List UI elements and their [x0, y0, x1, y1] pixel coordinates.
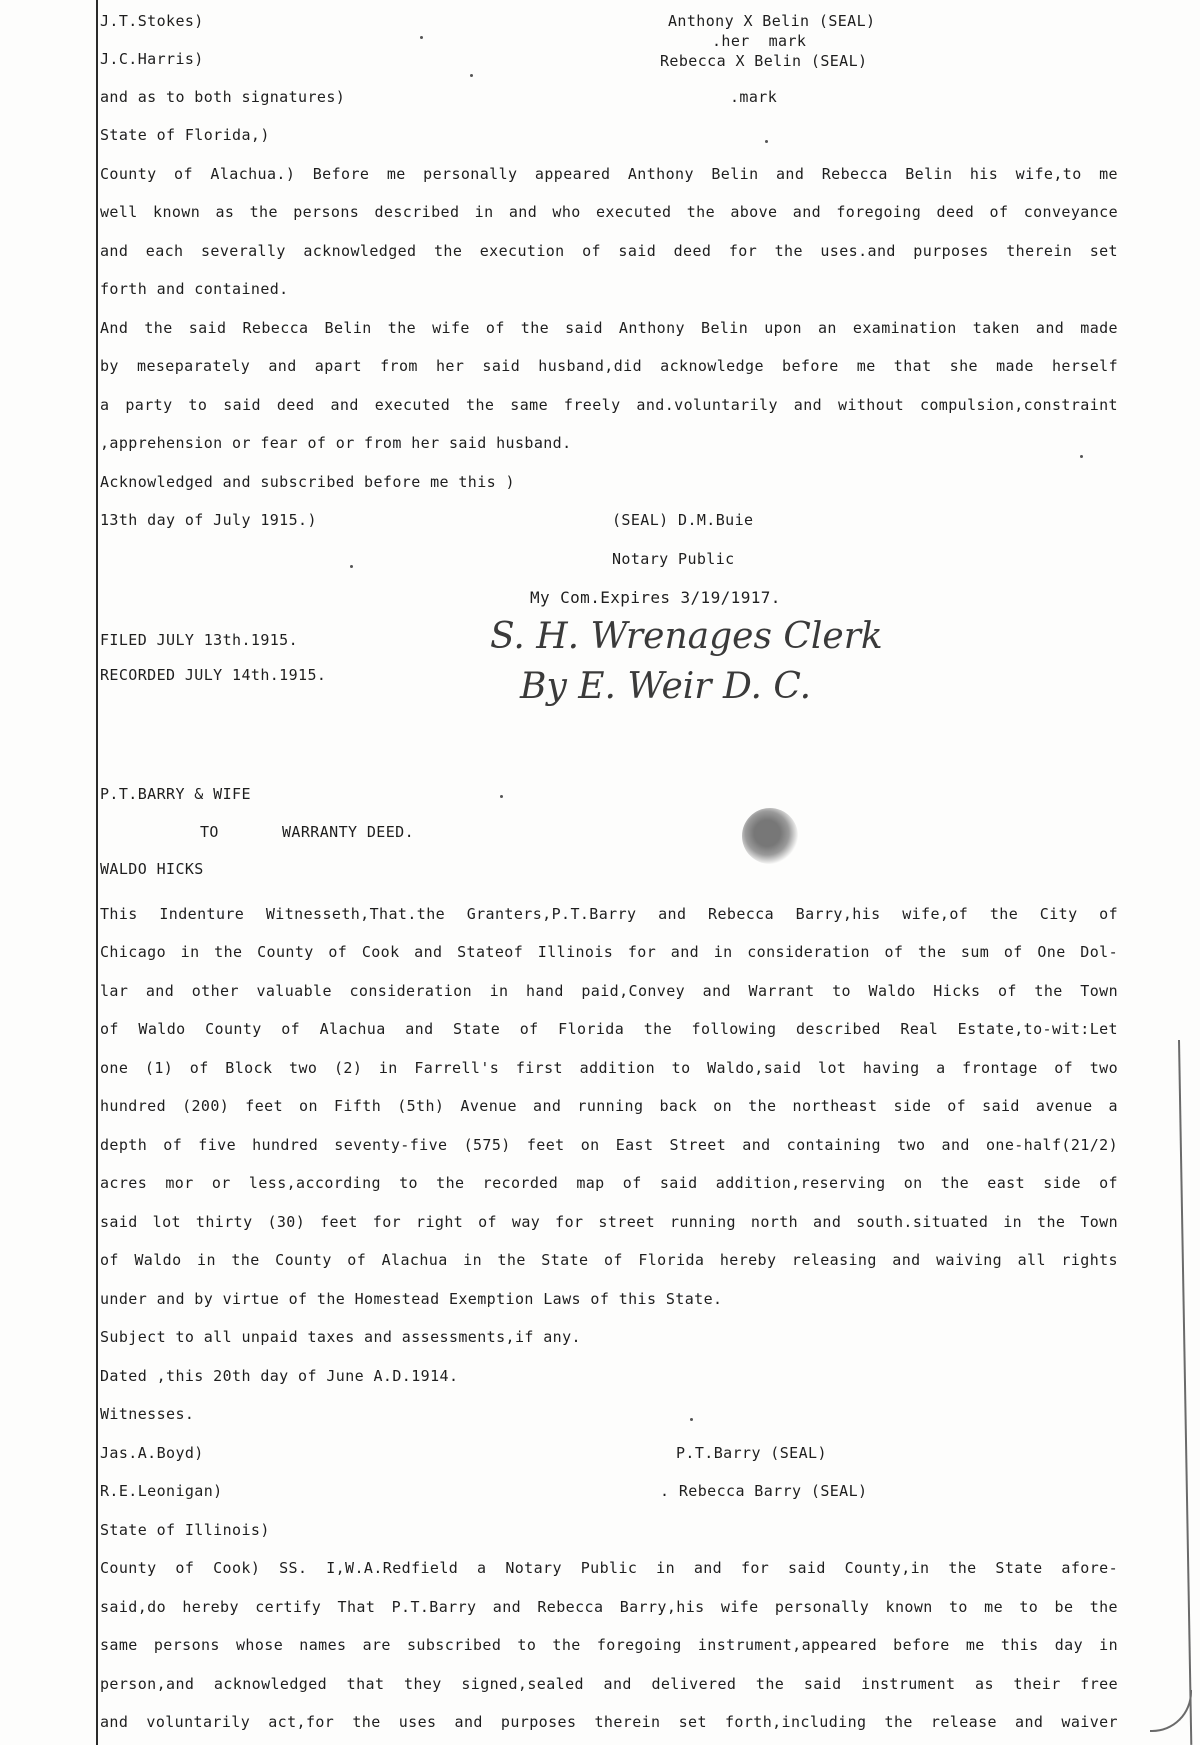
deed-body-line: Chicago in the County of Cook and Stateof Illinois for and in consideration of the sum of One Dol- [100, 943, 1118, 961]
ack1-line: 13th day of July 1915.) [100, 511, 317, 529]
ack1-line: by meseparately and apart from her said husband,did acknowledge before me that she made herself [100, 357, 1118, 375]
deed-body-line: Witnesses. [100, 1405, 195, 1423]
deed-body-line: one (1) of Block two (2) in Farrell's first addition to Waldo,said lot having a frontage of two [100, 1059, 1118, 1077]
ack1-line: Acknowledged and subscribed before me this ) [100, 473, 515, 491]
deed-type: WARRANTY DEED. [282, 823, 415, 841]
deed-grantor: P.T.BARRY & WIFE [100, 785, 251, 803]
deed-body-line: lar and other valuable consideration in hand paid,Convey and Warrant to Waldo Hicks of the Town [100, 982, 1118, 1000]
deed-body-line: under and by virtue of the Homestead Exemption Laws of this State. [100, 1290, 723, 1308]
ack2-line: same persons whose names are subscribed to the foregoing instrument,appeared before me this day in [100, 1636, 1118, 1654]
ack1-line: ,apprehension or fear of or from her said husband. [100, 434, 572, 452]
deed-body-line: This Indenture Witnesseth,That.the Granters,P.T.Barry and Rebecca Barry,his wife,of the City of [100, 905, 1118, 923]
scan-speck [690, 1418, 693, 1421]
deed-body-line: of Waldo County of Alachua and State of Florida the following described Real Estate,to-wit:Let [100, 1020, 1118, 1038]
page-corner-curl [1150, 1690, 1192, 1732]
scan-speck [420, 36, 423, 39]
ack2-line: and voluntarily act,for the uses and purposes therein set forth,including the release and waiver [100, 1713, 1118, 1731]
ack1-line: forth and contained. [100, 280, 289, 298]
deed-body-line: depth of five hundred seventy-five (575) feet on East Street and containing two and one-half(21/2) [100, 1136, 1118, 1154]
ink-blot-stamp [742, 808, 798, 864]
signer-rebecca: Rebecca X Belin (SEAL) [660, 52, 868, 70]
clerk-signature: S. H. Wrenages Clerk [490, 616, 883, 657]
recorded-date: RECORDED JULY 14th.1915. [100, 666, 327, 684]
state-illinois-line: State of Illinois) [100, 1521, 270, 1539]
commission-expiry: My Com.Expires 3/19/1917. [530, 588, 781, 607]
both-signatures-line: and as to both signatures) [100, 88, 346, 106]
deputy-clerk-signature: By E. Weir D. C. [520, 666, 812, 707]
deed-body-line: hundred (200) feet on Fifth (5th) Avenue and running back on the northeast side of said avenue a [100, 1097, 1118, 1115]
deed-body-line: Subject to all unpaid taxes and assessments,if any. [100, 1328, 581, 1346]
ack1-line: well known as the persons described in and who executed the above and foregoing deed of conveyance [100, 203, 1118, 221]
deed-to: TO [200, 823, 219, 841]
left-margin-rule [96, 0, 98, 1745]
ack1-line: County of Alachua.) Before me personally appeared Anthony Belin and Rebecca Belin his wife,to me [100, 165, 1118, 183]
deed-body-line: of Waldo in the County of Alachua in the State of Florida hereby releasing and waiving all rights [100, 1251, 1118, 1269]
notary-title: Notary Public [612, 550, 735, 568]
state-florida-line: State of Florida,) [100, 126, 270, 144]
scan-speck [350, 565, 353, 568]
scan-speck [500, 795, 503, 798]
witness-boyd: Jas.A.Boyd) [100, 1444, 204, 1462]
signer-rebecca-barry: . Rebecca Barry (SEAL) [660, 1482, 868, 1500]
signer-anthony: Anthony X Belin (SEAL) [668, 12, 876, 30]
ack1-line: And the said Rebecca Belin the wife of the said Anthony Belin upon an examination taken and made [100, 319, 1118, 337]
scan-speck [1080, 455, 1083, 458]
her-mark-label: .her mark [712, 32, 807, 50]
notary-name: (SEAL) D.M.Buie [612, 511, 754, 529]
scan-speck [765, 140, 768, 143]
witness-stokes: J.T.Stokes) [100, 12, 204, 30]
filed-date: FILED JULY 13th.1915. [100, 631, 299, 649]
signer-pt-barry: P.T.Barry (SEAL) [676, 1444, 827, 1462]
deed-body-line: said lot thirty (30) feet for right of way for street running north and south.situated in the Town [100, 1213, 1118, 1231]
scan-speck [470, 74, 473, 77]
ack1-line: and each severally acknowledged the execution of said deed for the uses.and purposes therein set [100, 242, 1118, 260]
ack2-line: person,and acknowledged that they signed,sealed and delivered the said instrument as their free [100, 1675, 1118, 1693]
right-page-edge [1178, 1040, 1192, 1745]
deed-body-line: acres mor or less,according to the recorded map of said addition,reserving on the east side of [100, 1174, 1118, 1192]
mark-label: .mark [730, 88, 778, 106]
ack1-line: a party to said deed and executed the same freely and.voluntarily and without compulsion,constraint [100, 396, 1118, 414]
witness-leonigan: R.E.Leonigan) [100, 1482, 223, 1500]
deed-body-line: Dated ,this 20th day of June A.D.1914. [100, 1367, 459, 1385]
ack2-line: said,do hereby certify That P.T.Barry and Rebecca Barry,his wife personally known to me to be the [100, 1598, 1118, 1616]
witness-harris: J.C.Harris) [100, 50, 204, 68]
ack2-line: County of Cook) SS. I,W.A.Redfield a Notary Public in and for said County,in the State afore- [100, 1559, 1118, 1577]
deed-grantee: WALDO HICKS [100, 860, 204, 878]
